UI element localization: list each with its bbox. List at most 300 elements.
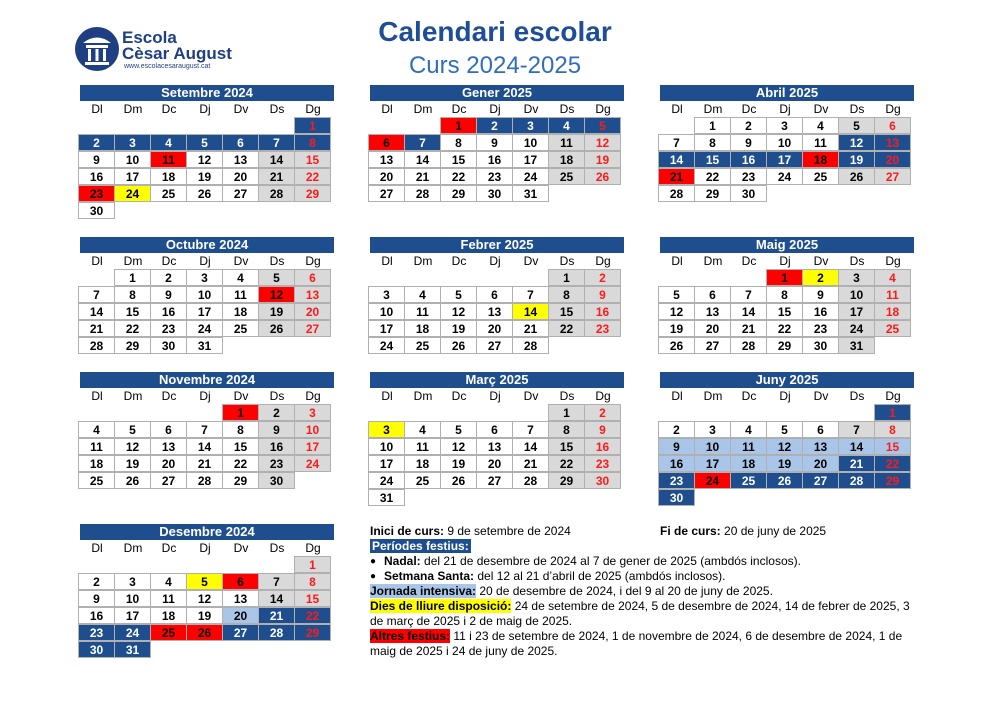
day-cell: 5 bbox=[186, 134, 223, 151]
day-cell: 21 bbox=[258, 168, 295, 185]
day-cell: 3 bbox=[368, 421, 405, 438]
day-cell: 18 bbox=[222, 303, 259, 320]
intensive-value: 20 de desembre de 2024, i del 9 al 20 de juny de 2025. bbox=[476, 584, 773, 598]
day-cell: 16 bbox=[730, 151, 767, 168]
day-cell: 23 bbox=[258, 455, 295, 472]
day-cell: 4 bbox=[404, 286, 441, 303]
day-cell: 11 bbox=[78, 438, 115, 455]
weekday-header: Dj bbox=[779, 102, 791, 116]
month-grid bbox=[369, 253, 624, 355]
weekday-header: Dc bbox=[451, 389, 467, 403]
day-cell: 25 bbox=[802, 168, 839, 185]
empty-cell bbox=[369, 118, 405, 135]
weekday-header: Dc bbox=[741, 102, 757, 116]
weekday-header: Dv bbox=[813, 254, 829, 268]
day-cell: 4 bbox=[548, 117, 585, 134]
day-cell: 15 bbox=[548, 438, 585, 455]
day-cell: 5 bbox=[258, 269, 295, 286]
day-cell: 21 bbox=[512, 320, 549, 337]
setmana-santa-item bbox=[370, 569, 915, 584]
day-cell: 5 bbox=[114, 421, 151, 438]
weekday-header: Ds bbox=[559, 102, 575, 116]
day-cell: 16 bbox=[476, 151, 513, 168]
month-calendar bbox=[660, 372, 914, 507]
day-cell: 27 bbox=[476, 472, 513, 489]
day-cell: 15 bbox=[766, 303, 803, 320]
weekday-header: Dl bbox=[671, 102, 683, 116]
weekday-header: Dg bbox=[885, 389, 901, 403]
day-cell: 19 bbox=[258, 303, 295, 320]
day-cell: 5 bbox=[658, 286, 695, 303]
day-cell: 8 bbox=[548, 286, 585, 303]
month-grid bbox=[79, 101, 334, 220]
day-cell: 4 bbox=[150, 134, 187, 151]
day-cell: 1 bbox=[222, 404, 259, 421]
day-cell: 27 bbox=[874, 168, 911, 185]
day-cell: 29 bbox=[114, 337, 151, 354]
day-cell: 15 bbox=[222, 438, 259, 455]
course-start-label: Inici de curs: bbox=[370, 524, 445, 538]
empty-cell bbox=[659, 118, 695, 135]
empty-cell bbox=[767, 405, 803, 422]
day-cell: 8 bbox=[694, 134, 731, 151]
day-cell: 21 bbox=[186, 455, 223, 472]
day-cell: 30 bbox=[476, 185, 513, 202]
day-cell: 24 bbox=[186, 320, 223, 337]
day-cell: 7 bbox=[730, 286, 767, 303]
day-cell: 21 bbox=[838, 455, 875, 472]
day-cell: 13 bbox=[694, 303, 731, 320]
day-cell: 3 bbox=[694, 421, 731, 438]
day-cell: 23 bbox=[476, 168, 513, 185]
weekday-header: Dg bbox=[305, 254, 321, 268]
day-cell: 18 bbox=[730, 455, 767, 472]
day-cell: 28 bbox=[258, 185, 295, 202]
nadal-value: del 21 de desembre de 2024 al 7 de gener de 2025 (ambdós inclosos). bbox=[420, 554, 801, 568]
day-cell: 12 bbox=[658, 303, 695, 320]
month-title: Març 2025 bbox=[370, 372, 624, 388]
day-cell: 8 bbox=[114, 286, 151, 303]
empty-cell bbox=[405, 270, 441, 287]
day-cell: 23 bbox=[658, 472, 695, 489]
day-cell: 8 bbox=[294, 573, 331, 590]
empty-cell bbox=[223, 118, 259, 135]
day-cell: 1 bbox=[766, 269, 803, 286]
day-cell: 2 bbox=[584, 404, 621, 421]
day-cell: 2 bbox=[658, 421, 695, 438]
day-cell: 2 bbox=[78, 573, 115, 590]
day-cell: 18 bbox=[404, 320, 441, 337]
nadal-item bbox=[370, 554, 915, 569]
empty-cell bbox=[731, 270, 767, 287]
empty-cell bbox=[187, 118, 223, 135]
day-cell: 5 bbox=[838, 117, 875, 134]
weekday-header: Dl bbox=[91, 102, 103, 116]
day-cell: 22 bbox=[294, 607, 331, 624]
day-cell: 16 bbox=[658, 455, 695, 472]
other-holidays bbox=[370, 629, 915, 659]
day-cell: 14 bbox=[404, 151, 441, 168]
weekday-header: Dm bbox=[703, 102, 723, 116]
day-cell: 6 bbox=[368, 134, 405, 151]
day-cell: 25 bbox=[78, 472, 115, 489]
day-cell: 20 bbox=[694, 320, 731, 337]
weekday-header: Dv bbox=[233, 541, 249, 555]
weekday-header: Dl bbox=[381, 254, 393, 268]
day-cell: 19 bbox=[766, 455, 803, 472]
day-cell: 24 bbox=[766, 168, 803, 185]
day-cell: 22 bbox=[548, 320, 585, 337]
day-cell: 5 bbox=[186, 573, 223, 590]
day-cell: 16 bbox=[802, 303, 839, 320]
day-cell: 16 bbox=[584, 303, 621, 320]
empty-cell bbox=[79, 118, 115, 135]
day-cell: 4 bbox=[730, 421, 767, 438]
day-cell: 17 bbox=[694, 455, 731, 472]
weekday-header: Ds bbox=[559, 254, 575, 268]
day-cell: 24 bbox=[512, 168, 549, 185]
day-cell: 19 bbox=[658, 320, 695, 337]
month-title: Juny 2025 bbox=[660, 372, 914, 388]
day-cell: 27 bbox=[802, 472, 839, 489]
empty-cell bbox=[79, 270, 115, 287]
day-cell: 13 bbox=[222, 590, 259, 607]
day-cell: 28 bbox=[512, 472, 549, 489]
empty-cell bbox=[151, 118, 187, 135]
weekday-header: Dc bbox=[451, 254, 467, 268]
month-grid bbox=[79, 253, 334, 355]
course-end bbox=[660, 524, 826, 538]
day-cell: 29 bbox=[874, 472, 911, 489]
day-cell: 12 bbox=[766, 438, 803, 455]
day-cell: 28 bbox=[838, 472, 875, 489]
day-cell: 30 bbox=[78, 641, 115, 658]
weekday-header: Dc bbox=[161, 102, 177, 116]
day-cell: 30 bbox=[730, 185, 767, 202]
day-cell: 14 bbox=[512, 438, 549, 455]
day-cell: 11 bbox=[874, 286, 911, 303]
weekday-header: Dm bbox=[123, 389, 143, 403]
day-cell: 23 bbox=[584, 320, 621, 337]
day-cell: 8 bbox=[294, 134, 331, 151]
day-cell: 26 bbox=[114, 472, 151, 489]
day-cell: 20 bbox=[874, 151, 911, 168]
day-cell: 12 bbox=[440, 438, 477, 455]
day-cell: 10 bbox=[114, 590, 151, 607]
day-cell: 4 bbox=[802, 117, 839, 134]
month-calendar bbox=[370, 237, 624, 355]
day-cell: 23 bbox=[150, 320, 187, 337]
day-cell: 30 bbox=[658, 489, 695, 506]
day-cell: 29 bbox=[294, 624, 331, 641]
course-end-value: 20 de juny de 2025 bbox=[720, 524, 827, 538]
free-days-label: Dies de lliure disposició: bbox=[370, 599, 512, 613]
course-start bbox=[370, 524, 915, 539]
weekday-header: Dv bbox=[233, 254, 249, 268]
logo-name-line2: Cèsar August bbox=[122, 44, 232, 63]
day-cell: 9 bbox=[476, 134, 513, 151]
day-cell: 2 bbox=[476, 117, 513, 134]
day-cell: 22 bbox=[766, 320, 803, 337]
day-cell: 24 bbox=[694, 472, 731, 489]
day-cell: 15 bbox=[440, 151, 477, 168]
empty-cell bbox=[803, 405, 839, 422]
day-cell: 19 bbox=[114, 455, 151, 472]
day-cell: 19 bbox=[186, 168, 223, 185]
day-cell: 15 bbox=[294, 151, 331, 168]
weekday-header: Dg bbox=[305, 102, 321, 116]
logo-url: www.escolacesaraugust.cat bbox=[124, 63, 211, 70]
weekday-header: Dv bbox=[523, 389, 539, 403]
day-cell: 8 bbox=[440, 134, 477, 151]
empty-cell bbox=[659, 405, 695, 422]
day-cell: 10 bbox=[186, 286, 223, 303]
day-cell: 22 bbox=[114, 320, 151, 337]
weekday-header: Ds bbox=[269, 254, 285, 268]
month-title: Setembre 2024 bbox=[80, 85, 334, 101]
day-cell: 14 bbox=[78, 303, 115, 320]
weekday-header: Dg bbox=[305, 541, 321, 555]
month-title: Novembre 2024 bbox=[80, 372, 334, 388]
weekday-header: Dc bbox=[741, 254, 757, 268]
day-cell: 10 bbox=[368, 303, 405, 320]
day-cell: 4 bbox=[150, 573, 187, 590]
day-cell: 2 bbox=[584, 269, 621, 286]
day-cell: 18 bbox=[150, 168, 187, 185]
day-cell: 1 bbox=[874, 404, 911, 421]
day-cell: 21 bbox=[258, 607, 295, 624]
day-cell: 22 bbox=[294, 168, 331, 185]
month-grid bbox=[79, 388, 334, 490]
day-cell: 11 bbox=[548, 134, 585, 151]
empty-cell bbox=[151, 405, 187, 422]
day-cell: 6 bbox=[476, 421, 513, 438]
day-cell: 12 bbox=[258, 286, 295, 303]
empty-cell bbox=[115, 557, 151, 574]
day-cell: 3 bbox=[766, 117, 803, 134]
day-cell: 11 bbox=[404, 438, 441, 455]
weekday-header: Dg bbox=[595, 389, 611, 403]
day-cell: 9 bbox=[78, 590, 115, 607]
day-cell: 12 bbox=[114, 438, 151, 455]
day-cell: 1 bbox=[440, 117, 477, 134]
month-calendar bbox=[660, 237, 914, 355]
day-cell: 30 bbox=[258, 472, 295, 489]
month-calendar bbox=[370, 372, 624, 507]
day-cell: 13 bbox=[476, 438, 513, 455]
day-cell: 1 bbox=[548, 269, 585, 286]
weekday-header: Dl bbox=[671, 254, 683, 268]
day-cell: 16 bbox=[258, 438, 295, 455]
day-cell: 29 bbox=[548, 472, 585, 489]
day-cell: 24 bbox=[838, 320, 875, 337]
day-cell: 31 bbox=[368, 489, 405, 506]
weekday-header: Ds bbox=[269, 102, 285, 116]
day-cell: 7 bbox=[658, 134, 695, 151]
empty-cell bbox=[441, 405, 477, 422]
day-cell: 17 bbox=[368, 455, 405, 472]
day-cell: 21 bbox=[512, 455, 549, 472]
day-cell: 22 bbox=[874, 455, 911, 472]
intensive-label: Jornada intensiva: bbox=[370, 584, 477, 598]
empty-cell bbox=[223, 557, 259, 574]
day-cell: 10 bbox=[838, 286, 875, 303]
day-cell: 30 bbox=[802, 337, 839, 354]
day-cell: 23 bbox=[584, 455, 621, 472]
day-cell: 11 bbox=[730, 438, 767, 455]
day-cell: 26 bbox=[440, 472, 477, 489]
day-cell: 13 bbox=[150, 438, 187, 455]
weekday-header: Dl bbox=[91, 541, 103, 555]
day-cell: 6 bbox=[294, 269, 331, 286]
day-cell: 29 bbox=[766, 337, 803, 354]
day-cell: 13 bbox=[874, 134, 911, 151]
day-cell: 23 bbox=[78, 624, 115, 641]
empty-cell bbox=[405, 405, 441, 422]
day-cell: 10 bbox=[114, 151, 151, 168]
day-cell: 5 bbox=[584, 117, 621, 134]
day-cell: 11 bbox=[150, 151, 187, 168]
empty-cell bbox=[659, 270, 695, 287]
day-cell: 1 bbox=[694, 117, 731, 134]
setmana-santa-label: Setmana Santa: bbox=[384, 569, 475, 583]
weekday-header: Dv bbox=[233, 389, 249, 403]
day-cell: 28 bbox=[258, 624, 295, 641]
month-grid bbox=[659, 388, 914, 507]
day-cell: 3 bbox=[838, 269, 875, 286]
weekday-header: Dj bbox=[779, 389, 791, 403]
day-cell: 8 bbox=[548, 421, 585, 438]
weekday-header: Dj bbox=[199, 254, 211, 268]
day-cell: 16 bbox=[150, 303, 187, 320]
weekday-header: Dj bbox=[199, 102, 211, 116]
day-cell: 13 bbox=[802, 438, 839, 455]
day-cell: 10 bbox=[766, 134, 803, 151]
empty-cell bbox=[405, 118, 441, 135]
empty-cell bbox=[259, 557, 295, 574]
day-cell: 9 bbox=[658, 438, 695, 455]
day-cell: 10 bbox=[512, 134, 549, 151]
day-cell: 7 bbox=[512, 421, 549, 438]
day-cell: 27 bbox=[694, 337, 731, 354]
day-cell: 20 bbox=[476, 320, 513, 337]
day-cell: 18 bbox=[150, 607, 187, 624]
day-cell: 5 bbox=[766, 421, 803, 438]
day-cell: 18 bbox=[78, 455, 115, 472]
page-title: Calendari escolar bbox=[378, 16, 612, 47]
weekday-header: Dc bbox=[161, 389, 177, 403]
empty-cell bbox=[513, 270, 549, 287]
day-cell: 22 bbox=[440, 168, 477, 185]
day-cell: 26 bbox=[766, 472, 803, 489]
school-logo bbox=[74, 26, 244, 76]
weekday-header: Ds bbox=[849, 102, 865, 116]
month-calendar bbox=[80, 237, 334, 355]
day-cell: 28 bbox=[730, 337, 767, 354]
empty-cell bbox=[115, 405, 151, 422]
day-cell: 9 bbox=[584, 286, 621, 303]
day-cell: 30 bbox=[150, 337, 187, 354]
weekday-header: Ds bbox=[849, 254, 865, 268]
month-calendar bbox=[80, 372, 334, 490]
day-cell: 14 bbox=[186, 438, 223, 455]
day-cell: 11 bbox=[404, 303, 441, 320]
column-emblem-icon bbox=[74, 26, 120, 72]
month-title: Octubre 2024 bbox=[80, 237, 334, 253]
day-cell: 6 bbox=[222, 134, 259, 151]
day-cell: 17 bbox=[766, 151, 803, 168]
weekday-header: Dm bbox=[413, 102, 433, 116]
day-cell: 30 bbox=[78, 202, 115, 219]
day-cell: 7 bbox=[258, 573, 295, 590]
weekday-header: Dl bbox=[671, 389, 683, 403]
day-cell: 20 bbox=[294, 303, 331, 320]
day-cell: 19 bbox=[838, 151, 875, 168]
day-cell: 3 bbox=[114, 573, 151, 590]
weekday-header: Ds bbox=[849, 389, 865, 403]
day-cell: 14 bbox=[258, 151, 295, 168]
weekday-header: Dm bbox=[413, 254, 433, 268]
day-cell: 3 bbox=[114, 134, 151, 151]
month-grid bbox=[369, 388, 624, 507]
day-cell: 26 bbox=[186, 624, 223, 641]
day-cell: 27 bbox=[294, 320, 331, 337]
day-cell: 17 bbox=[186, 303, 223, 320]
empty-cell bbox=[369, 405, 405, 422]
weekday-header: Dm bbox=[123, 541, 143, 555]
day-cell: 13 bbox=[222, 151, 259, 168]
day-cell: 19 bbox=[440, 455, 477, 472]
day-cell: 25 bbox=[404, 337, 441, 354]
empty-cell bbox=[477, 405, 513, 422]
empty-cell bbox=[369, 270, 405, 287]
day-cell: 31 bbox=[114, 641, 151, 658]
day-cell: 3 bbox=[186, 269, 223, 286]
day-cell: 20 bbox=[368, 168, 405, 185]
month-grid bbox=[659, 101, 914, 203]
day-cell: 21 bbox=[730, 320, 767, 337]
weekday-header: Ds bbox=[269, 541, 285, 555]
day-cell: 4 bbox=[404, 421, 441, 438]
day-cell: 5 bbox=[440, 421, 477, 438]
weekday-header: Dm bbox=[413, 389, 433, 403]
month-calendar bbox=[660, 85, 914, 203]
day-cell: 2 bbox=[150, 269, 187, 286]
empty-cell bbox=[441, 270, 477, 287]
day-cell: 27 bbox=[150, 472, 187, 489]
day-cell: 12 bbox=[186, 590, 223, 607]
day-cell: 20 bbox=[222, 607, 259, 624]
day-cell: 28 bbox=[78, 337, 115, 354]
weekday-header: Dj bbox=[489, 102, 501, 116]
day-cell: 3 bbox=[294, 404, 331, 421]
day-cell: 25 bbox=[548, 168, 585, 185]
day-cell: 9 bbox=[584, 421, 621, 438]
day-cell: 9 bbox=[150, 286, 187, 303]
day-cell: 2 bbox=[258, 404, 295, 421]
day-cell: 24 bbox=[114, 624, 151, 641]
empty-cell bbox=[695, 270, 731, 287]
weekday-header: Dc bbox=[451, 102, 467, 116]
day-cell: 27 bbox=[222, 624, 259, 641]
day-cell: 18 bbox=[548, 151, 585, 168]
course-end-label: Fi de curs: bbox=[660, 524, 721, 538]
day-cell: 9 bbox=[730, 134, 767, 151]
weekday-header: Dc bbox=[161, 254, 177, 268]
day-cell: 17 bbox=[838, 303, 875, 320]
day-cell: 22 bbox=[222, 455, 259, 472]
day-cell: 28 bbox=[512, 337, 549, 354]
